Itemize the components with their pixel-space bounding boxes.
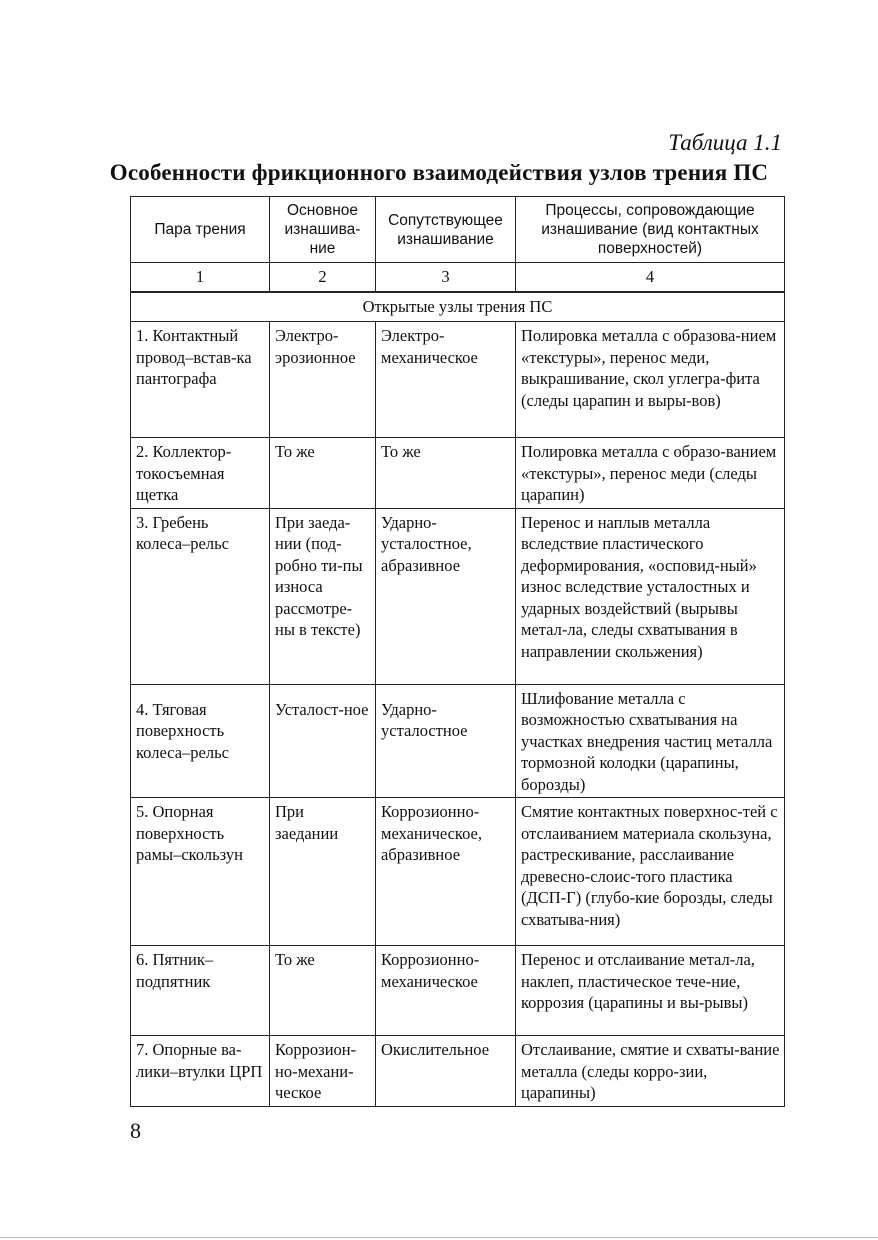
column-number-row <box>131 263 785 293</box>
cell-secondary-wear: Ударно-усталостное <box>376 684 516 798</box>
cell-pair: 5. Опорная поверхность рамы–скользун <box>131 798 270 946</box>
table-title: Особенности фрикционного взаимодействия узлов трения ПС <box>109 160 769 185</box>
cell-pair: 3. Гребень колеса–рельс <box>131 508 270 684</box>
header-secondary-wear: Сопутствующее изнашивание <box>376 197 516 263</box>
table-row <box>131 798 785 946</box>
cell-secondary-wear: Коррозионно-механическое <box>376 946 516 1036</box>
cell-pair: 2. Коллектор-токосъемная щетка <box>131 438 270 509</box>
cell-pair: 6. Пятник–подпятник <box>131 946 270 1036</box>
cell-process: Отслаивание, смятие и схваты-вание металла (следы корро-зии, царапины) <box>516 1036 785 1107</box>
cell-pair: 1. Контактный провод–встав-ка пантографа <box>131 322 270 438</box>
cell-main-wear: При заедании <box>270 798 376 946</box>
column-number: 4 <box>516 263 785 293</box>
cell-main-wear: Электро-эрозионное <box>270 322 376 438</box>
cell-process: Полировка металла с образова-нием «текстуры», перенос меди, выкрашивание, скол углегра-фита (следы царапин и выры-вов) <box>516 322 785 438</box>
table-row <box>131 322 785 438</box>
cell-pair: 7. Опорные ва-лики–втулки ЦРП <box>131 1036 270 1107</box>
section-row <box>131 292 785 322</box>
cell-secondary-wear: Коррозионно-механическое, абразивное <box>376 798 516 946</box>
cell-pair: 4. Тяговая поверхность колеса–рельс <box>131 684 270 798</box>
table-row <box>131 946 785 1036</box>
friction-table <box>130 196 785 1107</box>
cell-main-wear: Усталост-ное <box>270 684 376 798</box>
table-row <box>131 1036 785 1107</box>
header-processes: Процессы, сопровождающие изнашивание (вид контактных поверхностей) <box>516 197 785 263</box>
cell-secondary-wear: Окислительное <box>376 1036 516 1107</box>
cell-process: Перенос и наплыв металла вследствие пластического деформирования, «осповид-ный» износ вследствие усталостных и ударных воздействий (вырывы метал-ла, следы схватывания в направлении скольжения) <box>516 508 785 684</box>
cell-secondary-wear: Электро-механическое <box>376 322 516 438</box>
cell-secondary-wear: То же <box>376 438 516 509</box>
cell-process: Шлифование металла с возможностью схватывания на участках внедрения частиц металла тормозной колодки (царапины, борозды) <box>516 684 785 798</box>
cell-main-wear: Коррозион-но-механи-ческое <box>270 1036 376 1107</box>
table-label: Таблица 1.1 <box>668 130 782 155</box>
table-row <box>131 684 785 798</box>
cell-process: Полировка металла с образо-ванием «текстуры», перенос меди (следы царапин) <box>516 438 785 509</box>
cell-process: Перенос и отслаивание метал-ла, наклеп, пластическое тече-ние, коррозия (царапины и вы-рывы) <box>516 946 785 1036</box>
page-bottom-rule <box>0 1237 878 1238</box>
column-number: 3 <box>376 263 516 293</box>
table-row <box>131 438 785 509</box>
table-row <box>131 508 785 684</box>
cell-main-wear: При заеда-нии (под-робно ти-пы износа рассмотре-ны в тексте) <box>270 508 376 684</box>
header-row <box>131 197 785 263</box>
cell-process: Смятие контактных поверхнос-тей с отслаиванием материала скользуна, растрескивание, расслаивание древесно-слоис-того пластика (ДСП-Г) (глубо-кие борозды, следы схватыва-ния) <box>516 798 785 946</box>
cell-secondary-wear: Ударно-усталостное, абразивное <box>376 508 516 684</box>
column-number: 2 <box>270 263 376 293</box>
header-pair: Пара трения <box>131 197 270 263</box>
header-main-wear: Основное изнашива-ние <box>270 197 376 263</box>
page-number: 8 <box>130 1118 141 1143</box>
cell-main-wear: То же <box>270 946 376 1036</box>
section-title: Открытые узлы трения ПС <box>131 292 785 322</box>
column-number: 1 <box>131 263 270 293</box>
cell-main-wear: То же <box>270 438 376 509</box>
